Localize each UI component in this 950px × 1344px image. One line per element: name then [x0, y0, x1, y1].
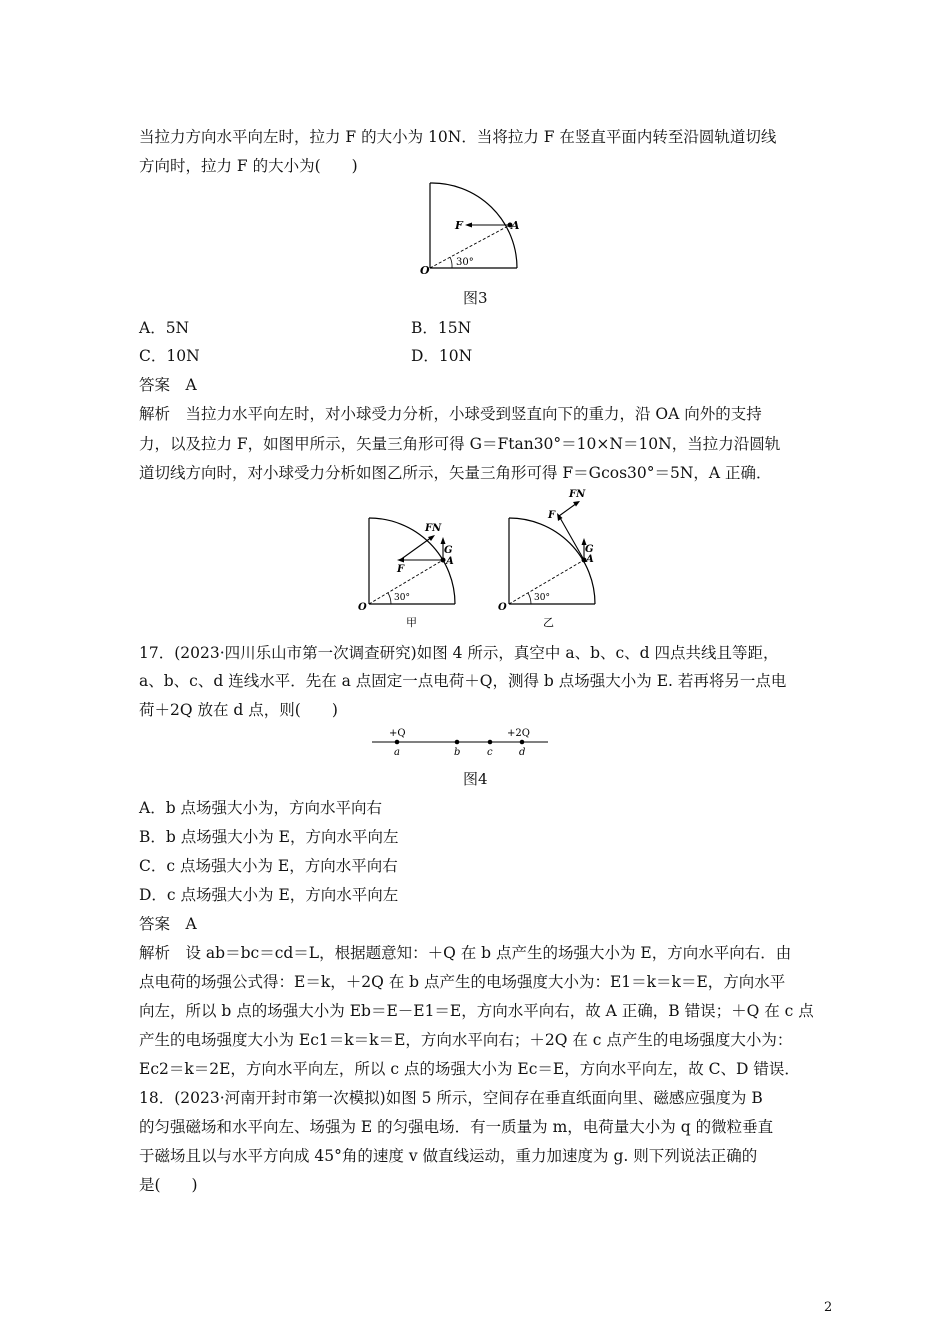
jia-label-FN: FN: [425, 523, 442, 534]
q17-option-D: D．c 点场强大小为 E，方向水平向左: [139, 886, 399, 904]
q16-option-A: A．5N: [139, 319, 190, 337]
q17-option-A: A．b 点场强大小为，方向水平向右: [139, 799, 383, 817]
jia-label-G: G: [444, 545, 453, 556]
yi-label-FN: FN: [569, 489, 586, 500]
yi-label-angle: 30°: [534, 593, 550, 603]
q17-analysis-line3: 向左，所以 b 点的场强大小为 Eb＝E－E1＝E，方向水平向右，故 A 正确，B 错误；＋Q 在 c 点: [139, 1002, 814, 1020]
figure-jia: [355, 512, 465, 632]
jia-label-F: F: [397, 564, 405, 575]
q18-stem-line2: 的匀强磁场和水平向左、场强为 E 的匀强电场．有一质量为 m，电荷量大小为 q 的微粒垂直: [139, 1118, 774, 1136]
fig3-label-O: O: [420, 264, 430, 277]
q17-option-C: C．c 点场强大小为 E，方向水平向右: [139, 857, 398, 875]
q17-analysis-line5: Ec2＝k＝2E，方向水平向左，所以 c 点的场强大小为 Ec＝E，方向水平向左，故 C、D 错误．: [139, 1060, 800, 1078]
q16-analysis-line1: 解析 当拉力水平向左时，对小球受力分析，小球受到竖直向下的重力，沿 OA 向外的支持: [139, 405, 762, 423]
q16-option-C: C．10N: [139, 347, 200, 365]
jia-label-angle: 30°: [394, 593, 410, 603]
yi-label-O: O: [498, 602, 507, 613]
q16-analysis-line3: 道切线方向时，对小球受力分析如图乙所示，矢量三角形可得 F＝Gcos30°＝5N，A 正确．: [139, 464, 772, 482]
yi-label-F: F: [548, 510, 556, 521]
q16-option-D: D．10N: [411, 347, 473, 365]
fig3-caption: 图3: [463, 289, 488, 307]
q16-answer: 答案 A: [139, 376, 197, 394]
fig3-label-A: A: [511, 219, 520, 232]
page-number: 2: [824, 1300, 833, 1315]
fig4-label-plusQ: +Q: [389, 728, 406, 739]
q16-option-B: B．15N: [411, 319, 472, 337]
q18-stem-line4: 是( ): [139, 1176, 198, 1194]
q17-stem-line1: 17．(2023·四川乐山市第一次调查研究)如图 4 所示，真空中 a、b、c、d 四点共线且等距，: [139, 644, 779, 662]
figure-yi: [497, 485, 612, 632]
q16-analysis-line2: 力，以及拉力 F，如图甲所示，矢量三角形可得 G＝Ftan30°＝10×N＝10N，当拉力沿圆轨: [139, 435, 781, 453]
yi-caption: 乙: [543, 616, 554, 629]
fig4-label-a: a: [394, 747, 400, 758]
fig4-label-b: b: [454, 747, 461, 758]
q17-analysis-line1: 解析 设 ab＝bc＝cd＝L，根据题意知：＋Q 在 b 点产生的场强大小为 E，方向水平向右．由: [139, 944, 792, 962]
yi-label-A: A: [586, 554, 594, 565]
q17-answer: 答案 A: [139, 915, 197, 933]
jia-caption: 甲: [406, 616, 417, 629]
q17-analysis-line4: 产生的电场强度大小为 Ec1＝k＝k＝E，方向水平向右；＋2Q 在 c 点产生的电场强度大小为：: [139, 1031, 793, 1049]
q17-stem-line2: a、b、c、d 连线水平．先在 a 点固定一点电荷＋Q，测得 b 点场强大小为 E. 若再将另一点电: [139, 672, 787, 690]
fig4-label-d: d: [519, 747, 526, 758]
figure-3: [415, 180, 525, 280]
yi-label-G: G: [585, 544, 594, 555]
jia-label-A: A: [446, 556, 454, 567]
q17-analysis-line2: 点电荷的场强公式得：E＝k，＋2Q 在 b 点产生的电场强度大小为：E1＝k＝k＝E，方向水平: [139, 973, 786, 991]
q17-stem-line3: 荷＋2Q 放在 d 点，则( ): [139, 701, 338, 719]
q16-stem-line2: 方向时，拉力 F 的大小为( ): [139, 157, 358, 175]
q18-stem-line1: 18．(2023·河南开封市第一次模拟)如图 5 所示，空间存在垂直纸面向里、磁感应强度为 B: [139, 1089, 763, 1107]
q16-stem-line1: 当拉力方向水平向左时，拉力 F 的大小为 10N．当将拉力 F 在竖直平面内转至沿圆轨道切线: [139, 128, 777, 146]
figure-4: [370, 724, 550, 760]
fig3-label-F: F: [455, 219, 463, 232]
jia-label-O: O: [358, 602, 367, 613]
fig4-label-plus2Q: +2Q: [507, 728, 530, 739]
q17-option-B: B．b 点场强大小为 E，方向水平向左: [139, 828, 399, 846]
fig3-label-angle: 30°: [456, 257, 474, 268]
fig4-label-c: c: [487, 747, 493, 758]
fig4-caption: 图4: [463, 770, 488, 788]
q18-stem-line3: 于磁场且以与水平方向成 45°角的速度 v 做直线运动，重力加速度为 g. 则下列说法正确的: [139, 1147, 758, 1165]
